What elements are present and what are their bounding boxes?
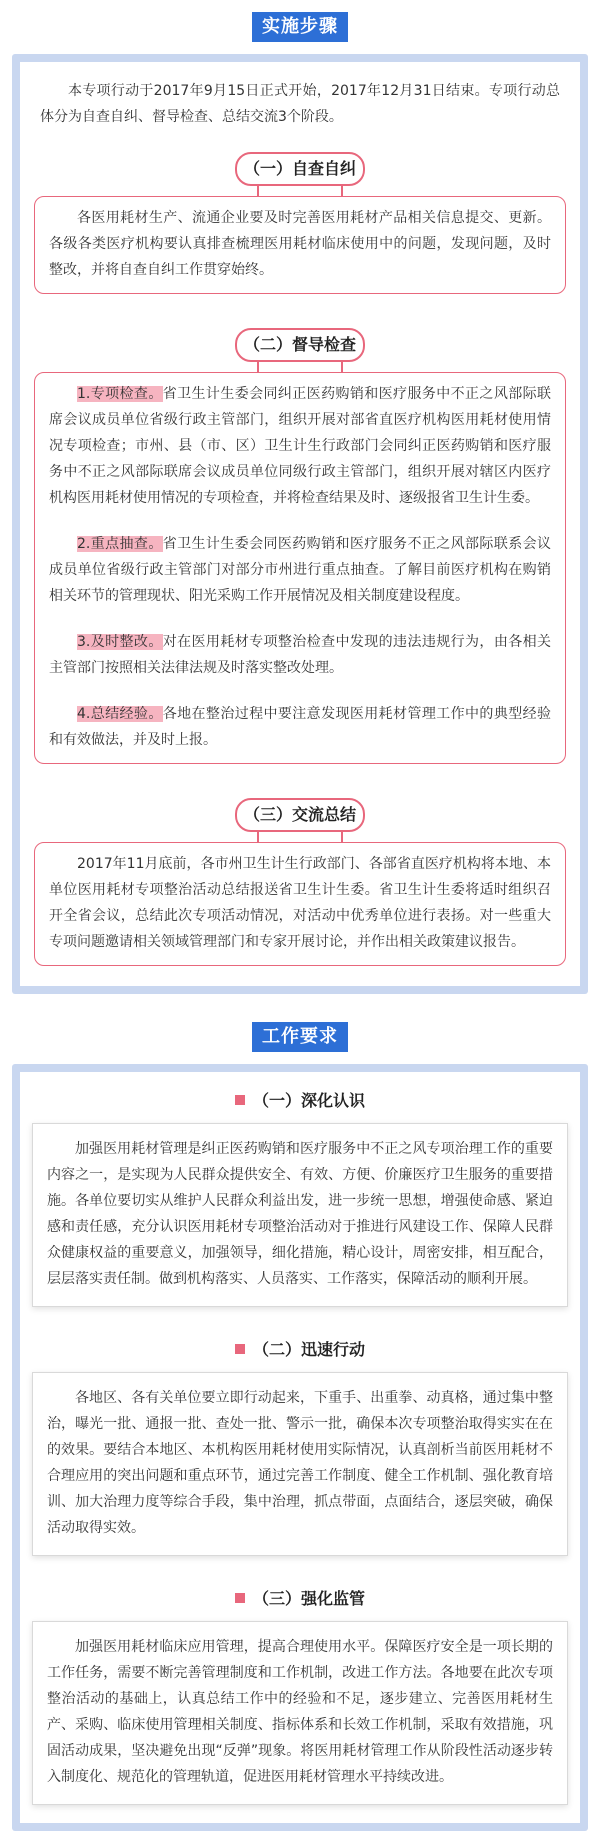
requirement-card bbox=[32, 1372, 568, 1556]
stage-title: （三）交流总结 bbox=[235, 798, 365, 832]
square-bullet-icon bbox=[235, 1095, 245, 1105]
requirement-card bbox=[32, 1123, 568, 1307]
item-paragraph bbox=[49, 381, 551, 511]
requirement-card bbox=[32, 1621, 568, 1805]
item-label: 1.专项检查。 bbox=[77, 386, 163, 402]
square-bullet-icon bbox=[235, 1344, 245, 1354]
item-text: 省卫生计生委会同医药购销和医疗服务不正之风部际联系会议成员单位省级行政主管部门对部分市州进行重点抽查。了解目前医疗机构在购销相关环节的管理现状、阳光采购工作开展情况及相关制度建设程度。 bbox=[49, 536, 552, 604]
item-label: 4.总结经验。 bbox=[77, 706, 163, 722]
item-text: 省卫生计生委会同纠正医药购销和医疗服务中不正之风部际联席会议成员单位省级行政主管部门，组织开展对部省直医疗机构医用耗材使用情况专项检查；市州、县（市、区）卫生计生行政部门会同纠正医药购销和医疗服务中不正之风部际联席会议成员单位同级行政主管部门，组织开展对辖区内医疗机构医用耗材使用情况的专项检查，并将检查结果及时、逐级报省卫生计生委。 bbox=[49, 386, 552, 506]
item-text: 各地在整治过程中要注意发现医用耗材管理工作中的典型经验和有效做法，并及时上报。 bbox=[49, 706, 552, 748]
section-header-requirements bbox=[0, 1010, 600, 1064]
connector bbox=[257, 362, 343, 372]
stage-text: 各医用耗材生产、流通企业要及时完善医用耗材产品相关信息提交、更新。各级各类医疗机构要认真排查梳理医用耗材临床使用中的问题，发现问题，及时整改，并将自查自纠工作贯穿始终。 bbox=[49, 210, 551, 278]
stage-title: （二）督导检查 bbox=[235, 328, 365, 362]
requirement-title bbox=[32, 1088, 568, 1111]
stage-supervision bbox=[34, 328, 566, 764]
item-label: 2.重点抽查。 bbox=[77, 536, 163, 552]
section-title: 实施步骤 bbox=[252, 12, 348, 42]
connector bbox=[257, 832, 343, 842]
item-text: 对在医用耗材专项整治检查中发现的违法违规行为，由各相关主管部门按照相关法律法规及时落实整改处理。 bbox=[49, 634, 552, 676]
item-paragraph bbox=[49, 531, 551, 609]
requirement-text: 各地区、各有关单位要立即行动起来，下重手、出重拳、动真格，通过集中整治，曝光一批、通报一批、查处一批、警示一批，确保本次专项整治取得实实在在的效果。要结合本地区、本机构医用耗材使用实际情况，认真剖析当前医用耗材不合理应用的突出问题和重点环节，通过完善工作制度、健全工作机制、强化教育培训、加大治理力度等综合手段，集中治理，抓点带面，点面结合，逐层突破，确保活动取得实效。 bbox=[47, 1390, 553, 1536]
requirement-title bbox=[32, 1586, 568, 1609]
stage-self-check bbox=[34, 152, 566, 294]
stage-content-box bbox=[34, 842, 566, 966]
section-title: 工作要求 bbox=[252, 1022, 348, 1052]
item-paragraph bbox=[49, 701, 551, 753]
requirement-title-text: （二）迅速行动 bbox=[252, 1340, 365, 1359]
square-bullet-icon bbox=[235, 1593, 245, 1603]
requirements-panel-inner bbox=[20, 1072, 580, 1823]
stage-content-box bbox=[34, 196, 566, 294]
requirement-title-text: （三）强化监管 bbox=[252, 1589, 365, 1608]
connector bbox=[257, 186, 343, 196]
stage-content-box bbox=[34, 372, 566, 764]
intro bbox=[34, 76, 566, 130]
requirement-text: 加强医用耗材临床应用管理，提高合理使用水平。保障医疗安全是一项长期的工作任务，需要不断完善管理制度和工作机制，改进工作方法。各地要在此次专项整治活动的基础上，认真总结工作中的经验和不足，逐步建立、完善医用耗材生产、采购、临床使用管理相关制度、指标体系和长效工作机制，采取有效措施，巩固活动成果，坚决避免出现“反弹”现象。将医用耗材管理工作从阶段性活动逐步转入制度化、规范化的管理轨道，促进医用耗材管理水平持续改进。 bbox=[47, 1639, 553, 1785]
stage-summary bbox=[34, 798, 566, 966]
requirement-title bbox=[32, 1337, 568, 1360]
item-paragraph bbox=[49, 629, 551, 681]
requirement-title-text: （一）深化认识 bbox=[252, 1091, 365, 1110]
intro-text: 本专项行动于2017年9月15日正式开始，2017年12月31日结束。专项行动总体分为自查自纠、督导检查、总结交流3个阶段。 bbox=[40, 83, 560, 125]
steps-panel bbox=[12, 54, 588, 994]
requirements-panel bbox=[12, 1064, 588, 1831]
item-label: 3.及时整改。 bbox=[77, 634, 163, 650]
steps-panel-inner bbox=[20, 62, 580, 986]
section-header-steps bbox=[0, 0, 600, 54]
requirement-text: 加强医用耗材管理是纠正医药购销和医疗服务中不正之风专项治理工作的重要内容之一，是实现为人民群众提供安全、有效、方便、价廉医疗卫生服务的重要措施。各单位要切实从维护人民群众利益出发，进一步统一思想，增强使命感、紧迫感和责任感，充分认识医用耗材专项整治活动对于推进行风建设工作、保障人民群众健康权益的重要意义，加强领导，细化措施，精心设计，周密安排，相互配合，层层落实责任制。做到机构落实、人员落实、工作落实，保障活动的顺利开展。 bbox=[47, 1141, 553, 1287]
stage-text: 2017年11月底前，各市州卫生计生行政部门、各部省直医疗机构将本地、本单位医用耗材专项整治活动总结报送省卫生计生委。省卫生计生委将适时组织召开全省会议，总结此次专项活动情况，对活动中优秀单位进行表扬。对一些重大专项问题邀请相关领域管理部门和专家开展讨论，并作出相关政策建议报告。 bbox=[49, 856, 551, 950]
stage-title: （一）自查自纠 bbox=[235, 152, 365, 186]
